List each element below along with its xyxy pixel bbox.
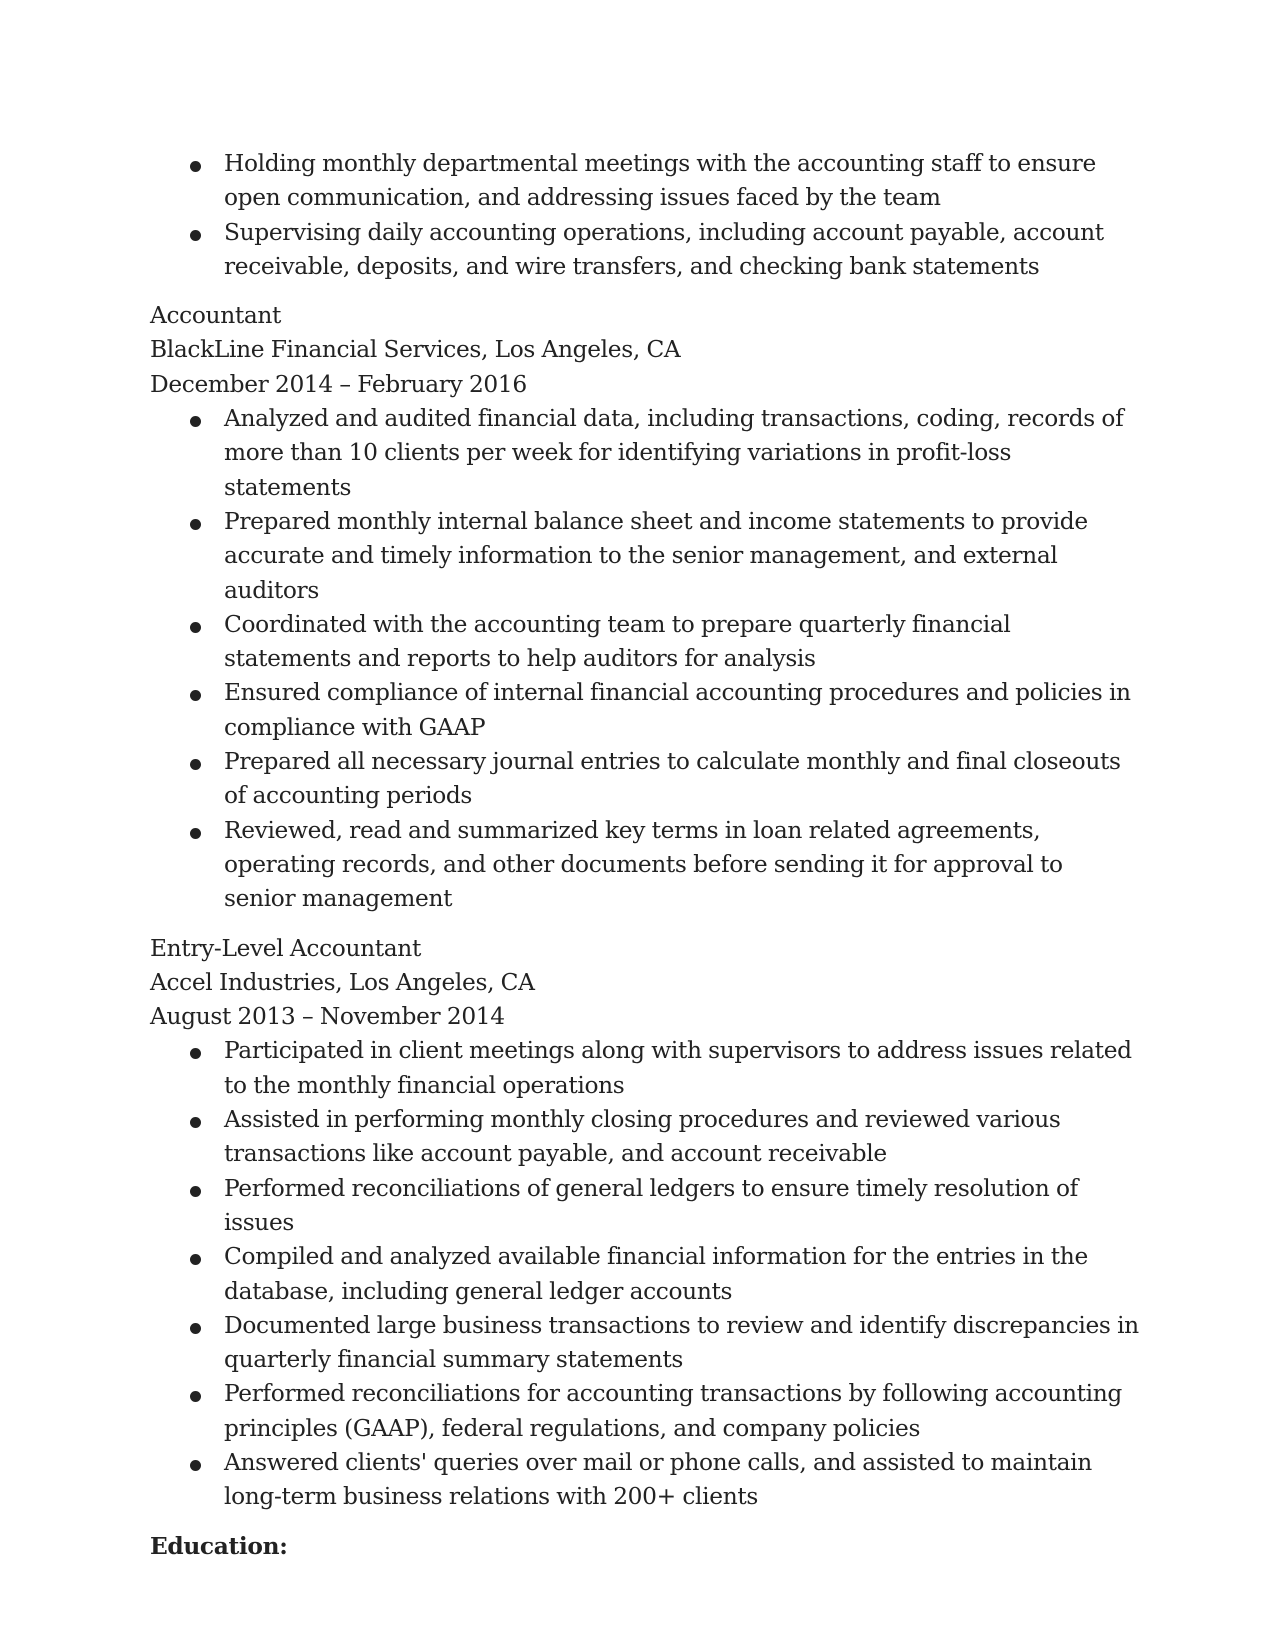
list-item xyxy=(224,147,1140,216)
list-item xyxy=(224,676,1140,745)
job-bullet-list xyxy=(150,1034,1140,1514)
bullet-text: Supervising daily accounting operations, including account payable, account receivable, deposits, and wire transfers, and checking bank statements xyxy=(224,218,1104,280)
list-item xyxy=(224,1240,1140,1309)
bullet-icon xyxy=(190,622,201,633)
job-entry-accountant xyxy=(150,299,1140,916)
job-title: Accountant xyxy=(150,302,282,330)
list-item xyxy=(224,1034,1140,1103)
bullet-icon xyxy=(190,1460,201,1471)
bullet-icon xyxy=(190,230,201,241)
bullet-icon xyxy=(190,1391,201,1402)
job-bullet-list xyxy=(150,402,1140,916)
bullet-text: Prepared all necessary journal entries to calculate monthly and final closeouts of accounting periods xyxy=(224,748,1121,810)
bullet-icon xyxy=(190,1048,201,1059)
bullet-icon xyxy=(190,1254,201,1265)
bullet-text: Reviewed, read and summarized key terms in loan related agreements, operating records, and other documents before sending it for approval to senior management xyxy=(224,816,1063,913)
bullet-text: Holding monthly departmental meetings with the accounting staff to ensure open communication, and addressing issues faced by the team xyxy=(224,150,1096,212)
bullet-icon xyxy=(190,828,201,839)
bullet-icon xyxy=(190,1323,201,1334)
bullet-text: Compiled and analyzed available financial information for the entries in the database, including general ledger accounts xyxy=(224,1243,1088,1305)
bullet-text: Ensured compliance of internal financial accounting procedures and policies in compliance with GAAP xyxy=(224,679,1131,741)
bullet-icon xyxy=(190,690,201,701)
job-dates: December 2014 – February 2016 xyxy=(150,370,527,398)
bullet-icon xyxy=(190,519,201,530)
job-entry-entry-level-accountant xyxy=(150,932,1140,1515)
bullet-icon xyxy=(190,416,201,427)
list-item xyxy=(224,608,1140,677)
bullet-text: Analyzed and audited financial data, including transactions, coding, records of more than 10 clients per week for identifying variations in profit-loss statements xyxy=(224,405,1124,501)
bullet-icon xyxy=(190,1186,201,1197)
list-item xyxy=(224,1446,1140,1515)
bullet-text: Documented large business transactions to review and identify discrepancies in quarterly financial summary statements xyxy=(224,1311,1139,1374)
bullet-text: Prepared monthly internal balance sheet and income statements to provide accurate and timely information to the senior management, and external auditors xyxy=(224,507,1088,604)
bullet-text: Participated in client meetings along with supervisors to address issues related to the monthly financial operations xyxy=(224,1037,1132,1099)
job-company: Accel Industries, Los Angeles, CA xyxy=(150,968,535,996)
job-dates: August 2013 – November 2014 xyxy=(150,1003,505,1031)
list-item xyxy=(224,1309,1140,1378)
bullet-text: Performed reconciliations of general ledgers to ensure timely resolution of issues xyxy=(224,1174,1078,1236)
continued-bullet-list xyxy=(150,147,1140,284)
bullet-text: Assisted in performing monthly closing procedures and reviewed various transactions like account payable, and account receivable xyxy=(224,1106,1061,1168)
job-title: Entry-Level Accountant xyxy=(150,934,421,962)
bullet-text: Coordinated with the accounting team to prepare quarterly financial statements and reports to help auditors for analysis xyxy=(224,610,1011,673)
list-item xyxy=(224,1377,1140,1446)
list-item xyxy=(224,402,1140,505)
bullet-text: Performed reconciliations for accounting transactions by following accounting principles (GAAP), federal regulations, and company policies xyxy=(224,1380,1122,1442)
bullet-text: Answered clients' queries over mail or phone calls, and assisted to maintain long-term business relations with 200+ clients xyxy=(224,1448,1092,1511)
resume-page xyxy=(150,147,1140,1564)
bullet-icon xyxy=(190,1117,201,1128)
job-company: BlackLine Financial Services, Los Angeles, CA xyxy=(150,336,681,364)
list-item xyxy=(224,216,1140,285)
bullet-icon xyxy=(190,161,201,172)
list-item xyxy=(224,1172,1140,1241)
bullet-icon xyxy=(190,759,201,770)
list-item xyxy=(224,505,1140,608)
list-item xyxy=(224,745,1140,814)
education-heading: Education: xyxy=(150,1532,288,1560)
list-item xyxy=(224,1103,1140,1172)
list-item xyxy=(224,814,1140,917)
